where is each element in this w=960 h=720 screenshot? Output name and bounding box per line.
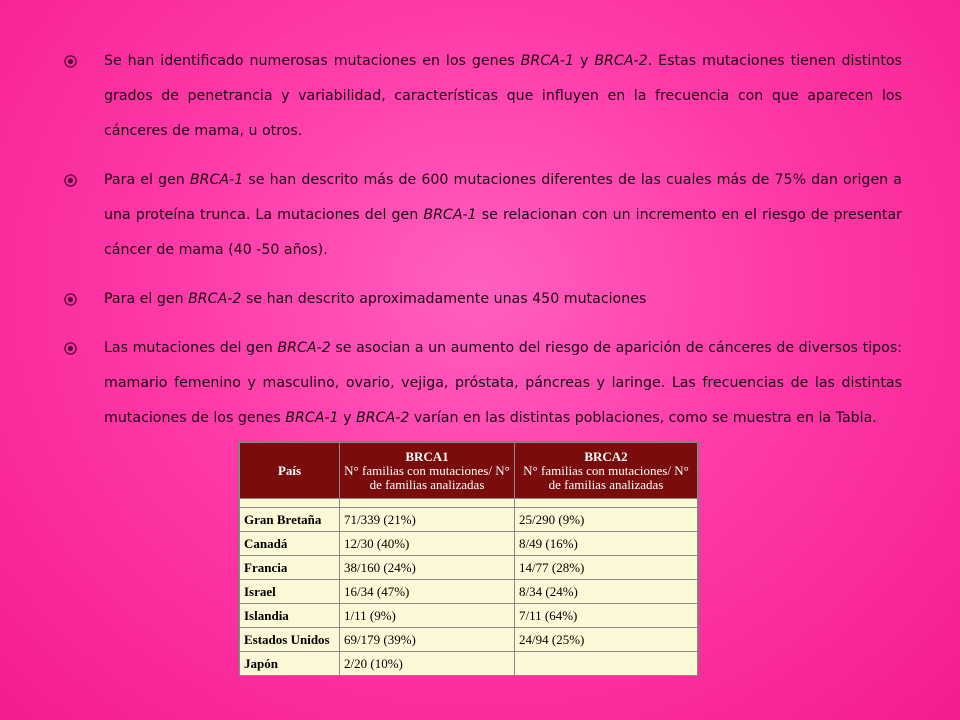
cell-brca2: 7/11 (64%)	[515, 604, 698, 628]
gene-name: BRCA-1	[520, 53, 575, 69]
target-bullet-icon	[64, 293, 77, 306]
bullet-text: Para el gen	[104, 291, 189, 307]
header-country: País	[240, 443, 340, 499]
cell-brca1: 1/11 (9%)	[340, 604, 515, 628]
bullet-text: se han descrito más de 600 mutaciones diferentes de las cuales más de 75% dan origen a una proteína trunca. La mutaciones del gen	[104, 172, 902, 223]
gene-name: BRCA-2	[594, 53, 648, 69]
bullet-text: Se han identificado numerosas mutaciones en los genes	[104, 53, 521, 69]
bullet-text: y	[574, 53, 595, 69]
cell-brca1: 71/339 (21%)	[340, 508, 515, 532]
cell-brca1: 12/30 (40%)	[340, 532, 515, 556]
cell-country: Gran Bretaña	[240, 508, 340, 532]
table-row	[240, 604, 698, 628]
cell-brca2: 25/290 (9%)	[515, 508, 698, 532]
gene-name: BRCA-2	[356, 410, 410, 426]
gene-name: BRCA-1	[423, 207, 477, 223]
gene-name: BRCA-1	[285, 410, 339, 426]
bullet-text: varían en las distintas poblaciones, como se muestra en la Tabla.	[409, 410, 877, 426]
bullet-text: se asocian a un aumento del riesgo de aparición de cánceres de diversos tipos: mamario femenino y masculino, ovario, vejiga, próstata, páncreas y laringe. Las frecuencias de las distintas mutaciones de los genes	[104, 340, 902, 426]
bullet-text: se relacionan con un incremento en el riesgo de presentar cáncer de mama (40 -50 años).	[104, 207, 902, 258]
header-brca1-sub: N° familias con mutaciones/ N° de familias analizadas	[344, 462, 510, 492]
table-row	[240, 652, 698, 676]
table-body	[240, 499, 698, 676]
brca-mutation-table	[239, 442, 698, 676]
table-row	[240, 628, 698, 652]
bullet-text: Para el gen	[104, 172, 190, 188]
gene-name: BRCA-2	[188, 291, 242, 307]
cell-country: Canadá	[240, 532, 340, 556]
table-header-row	[240, 443, 698, 499]
bullet-text: y	[338, 410, 357, 426]
brca-table-frame	[238, 441, 699, 671]
cell-country: Francia	[240, 556, 340, 580]
gene-name: BRCA-1	[189, 172, 244, 188]
table-row	[240, 508, 698, 532]
cell-country: Estados Unidos	[240, 628, 340, 652]
table-row	[240, 532, 698, 556]
cell-brca2: 8/34 (24%)	[515, 580, 698, 604]
cell-brca2: 8/49 (16%)	[515, 532, 698, 556]
target-bullet-icon	[64, 55, 77, 68]
cell-brca2	[515, 652, 698, 676]
cell-country: Israel	[240, 580, 340, 604]
bullet-list	[64, 44, 902, 450]
bullet-text: . Estas mutaciones tienen distintos grados de penetrancia y variabilidad, características que influyen en la frecuencia con que aparecen los cánceres de mama, u otros.	[104, 53, 903, 139]
cell-country: Japón	[240, 652, 340, 676]
cell-brca2: 14/77 (28%)	[515, 556, 698, 580]
bullet-text: se han descrito aproximadamente unas 450 mutaciones	[241, 291, 647, 307]
header-brca2-sub: N° familias con mutaciones/ N° de familias analizadas	[523, 462, 689, 492]
cell-brca1: 69/179 (39%)	[340, 628, 515, 652]
table-row	[240, 556, 698, 580]
header-brca2: BRCA2 N° familias con mutaciones/ N° de familias analizadas	[515, 443, 698, 499]
bullet-item	[64, 331, 902, 436]
cell-brca2: 24/94 (25%)	[515, 628, 698, 652]
bullet-text: Las mutaciones del gen	[104, 340, 278, 356]
bullet-item	[64, 44, 902, 149]
gene-name: BRCA-2	[277, 340, 331, 356]
cell-brca1: 38/160 (24%)	[340, 556, 515, 580]
table-row	[240, 580, 698, 604]
target-bullet-icon	[64, 342, 77, 355]
bullet-item	[64, 282, 902, 317]
cell-country: Islandia	[240, 604, 340, 628]
cell-brca1: 16/34 (47%)	[340, 580, 515, 604]
table-spacer-row	[240, 499, 698, 508]
target-bullet-icon	[64, 174, 77, 187]
bullet-item	[64, 163, 902, 268]
header-brca1: BRCA1 N° familias con mutaciones/ N° de familias analizadas	[340, 443, 515, 499]
cell-brca1: 2/20 (10%)	[340, 652, 515, 676]
